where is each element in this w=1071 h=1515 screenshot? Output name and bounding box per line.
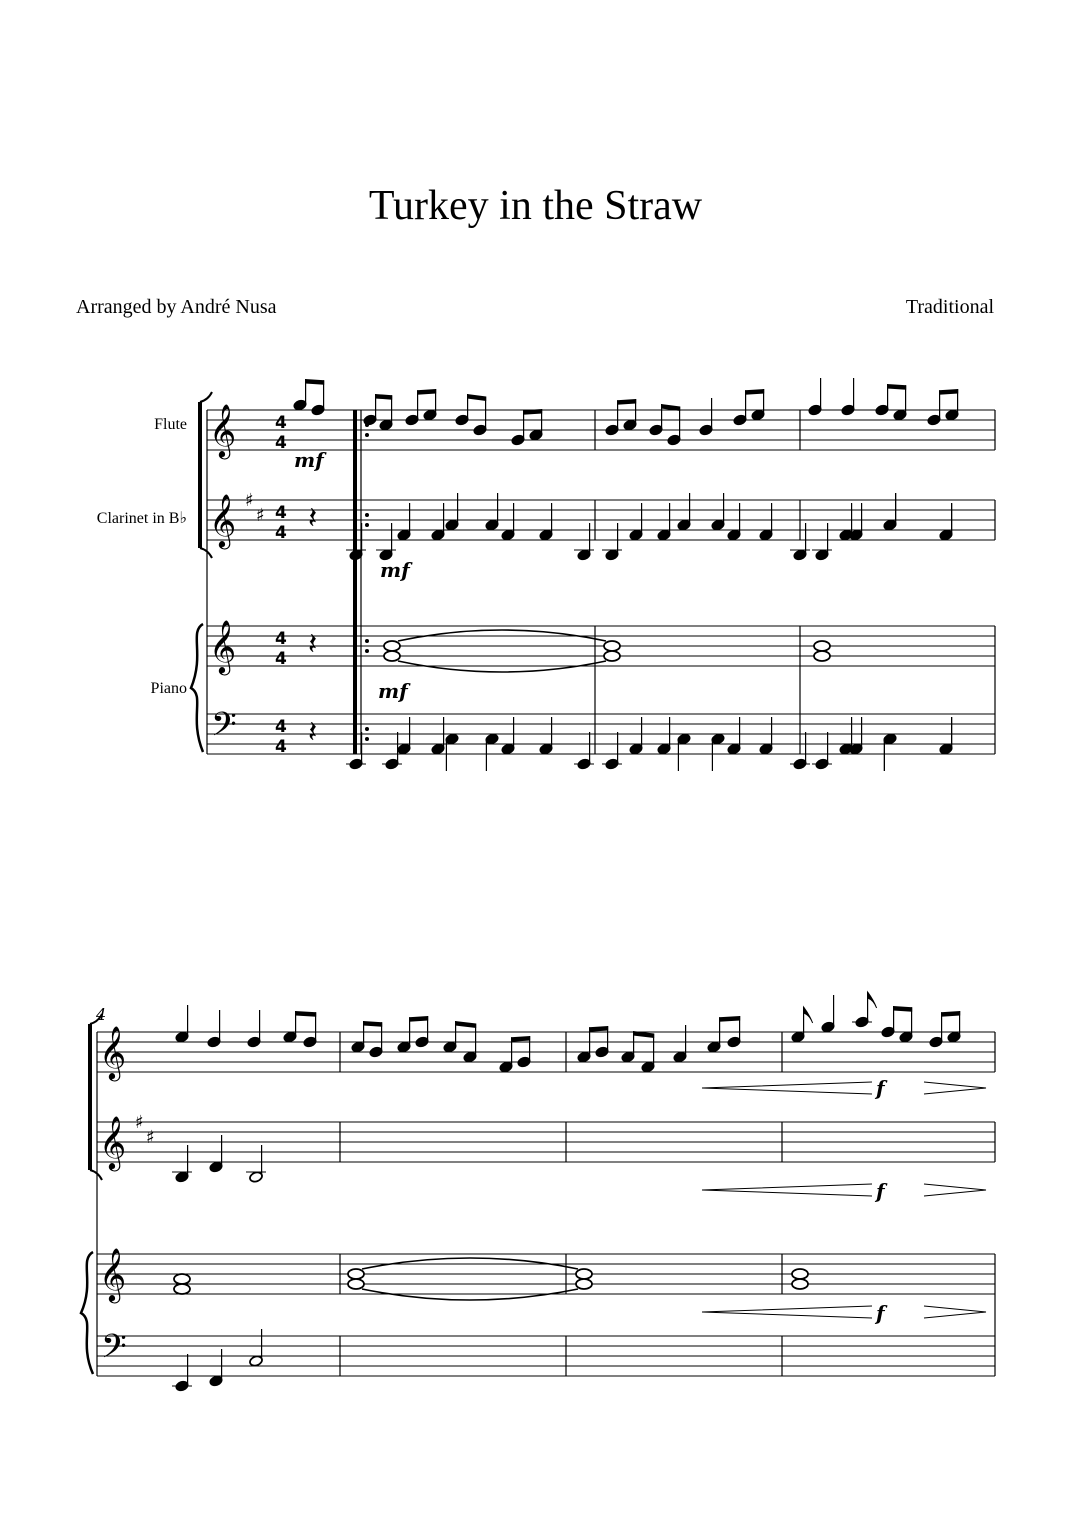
- whole-note: [348, 1279, 364, 1289]
- note-beam: [617, 399, 636, 405]
- crescendo-hairpin: [702, 1306, 872, 1318]
- composer-credit: Traditional: [905, 296, 994, 318]
- note-flag: [868, 992, 877, 1008]
- bass-clef: 𝄢: [211, 706, 237, 752]
- time-signature-top: 4: [275, 629, 287, 649]
- sharp-accidental: ♯: [146, 1127, 155, 1148]
- repeat-dot: [365, 639, 369, 643]
- dynamic-mezzo-forte: mf: [378, 679, 408, 703]
- dynamic-mezzo-forte: mf: [294, 448, 324, 472]
- note-beam: [375, 394, 392, 400]
- note-beam: [363, 1021, 382, 1027]
- repeat-dot: [365, 727, 369, 731]
- staff: [97, 1122, 995, 1162]
- crescendo-hairpin: [702, 1082, 872, 1094]
- staff: [207, 500, 995, 540]
- decrescendo-hairpin: [924, 1306, 986, 1318]
- note-beam: [941, 1011, 960, 1017]
- dynamic-forte: f: [876, 1179, 885, 1203]
- instrument-label-flute: Flute: [154, 416, 187, 433]
- bass-clef: 𝄢: [101, 1328, 127, 1374]
- repeat-dot: [365, 433, 369, 437]
- time-signature-top: 4: [275, 717, 287, 737]
- note-beam: [745, 389, 764, 395]
- bracket-hook-bottom: [200, 548, 212, 558]
- treble-clef: 𝄞: [99, 1115, 127, 1169]
- whole-note: [814, 641, 830, 651]
- sharp-accidental: ♯: [135, 1112, 144, 1133]
- crescendo-hairpin: [702, 1184, 872, 1196]
- arranger-credit: Arranged by André Nusa: [76, 296, 277, 318]
- repeat-dot: [365, 649, 369, 653]
- quarter-rest: 𝄽: [308, 501, 318, 536]
- note-beam: [305, 379, 324, 385]
- staff: [97, 1254, 995, 1294]
- treble-clef: 𝄞: [209, 493, 237, 547]
- note-beam: [887, 384, 906, 390]
- whole-note: [576, 1269, 592, 1279]
- instrument-label-piano: Piano: [150, 680, 187, 697]
- whole-note: [384, 641, 400, 651]
- treble-clef: 𝄞: [209, 619, 237, 673]
- bracket-hook-bottom: [90, 1170, 102, 1180]
- time-signature-top: 4: [275, 413, 287, 433]
- bracket-hook-top: [200, 392, 212, 402]
- whole-note: [792, 1269, 808, 1279]
- staff: [207, 626, 995, 666]
- staff: [207, 410, 995, 450]
- repeat-dot: [365, 523, 369, 527]
- repeat-dot: [365, 513, 369, 517]
- decrescendo-hairpin: [924, 1184, 986, 1196]
- piano-brace: [191, 624, 203, 752]
- sharp-accidental: ♯: [256, 505, 265, 526]
- whole-note: [174, 1284, 190, 1294]
- treble-clef: 𝄞: [209, 403, 237, 457]
- note-beam: [719, 1016, 740, 1022]
- note-flag: [804, 1007, 813, 1023]
- whole-note: [348, 1269, 364, 1279]
- note-beam: [417, 389, 436, 395]
- whole-note: [384, 651, 400, 661]
- whole-note: [604, 651, 620, 661]
- time-signature-bottom: 4: [275, 433, 287, 453]
- note-beam: [467, 394, 486, 401]
- piece-title: Turkey in the Straw: [368, 183, 703, 229]
- quarter-rest: 𝄽: [308, 627, 318, 662]
- instrument-label-clarinet: Clarinet in B♭: [96, 510, 187, 527]
- repeat-thick-barline: [353, 410, 357, 754]
- staff: [97, 1336, 995, 1376]
- treble-clef: 𝄞: [99, 1025, 127, 1079]
- staff: [97, 1032, 995, 1072]
- staff: [207, 714, 995, 754]
- quarter-rest: 𝄽: [308, 715, 318, 750]
- dynamic-forte: f: [876, 1301, 885, 1325]
- note-beam: [409, 1016, 428, 1022]
- whole-note: [604, 641, 620, 651]
- repeat-dot: [365, 737, 369, 741]
- time-signature-bottom: 4: [275, 737, 287, 757]
- piano-brace: [81, 1252, 93, 1374]
- whole-note: [174, 1274, 190, 1284]
- whole-note: [814, 651, 830, 661]
- dynamic-forte: f: [876, 1076, 885, 1100]
- note-beam: [893, 1006, 912, 1012]
- note-beam: [511, 1036, 530, 1042]
- measure-number: 4: [96, 1005, 107, 1024]
- dynamic-mezzo-forte: mf: [380, 558, 410, 582]
- sharp-accidental: ♯: [245, 490, 254, 511]
- time-signature-bottom: 4: [275, 649, 287, 669]
- time-signature-top: 4: [275, 503, 287, 523]
- time-signature-bottom: 4: [275, 523, 287, 543]
- treble-clef: 𝄞: [99, 1247, 127, 1301]
- note-beam: [939, 389, 958, 395]
- decrescendo-hairpin: [924, 1082, 986, 1094]
- note-beam: [589, 1026, 608, 1032]
- whole-note: [576, 1279, 592, 1289]
- note-beam: [295, 1011, 316, 1017]
- whole-note: [792, 1279, 808, 1289]
- note-beam: [455, 1021, 476, 1028]
